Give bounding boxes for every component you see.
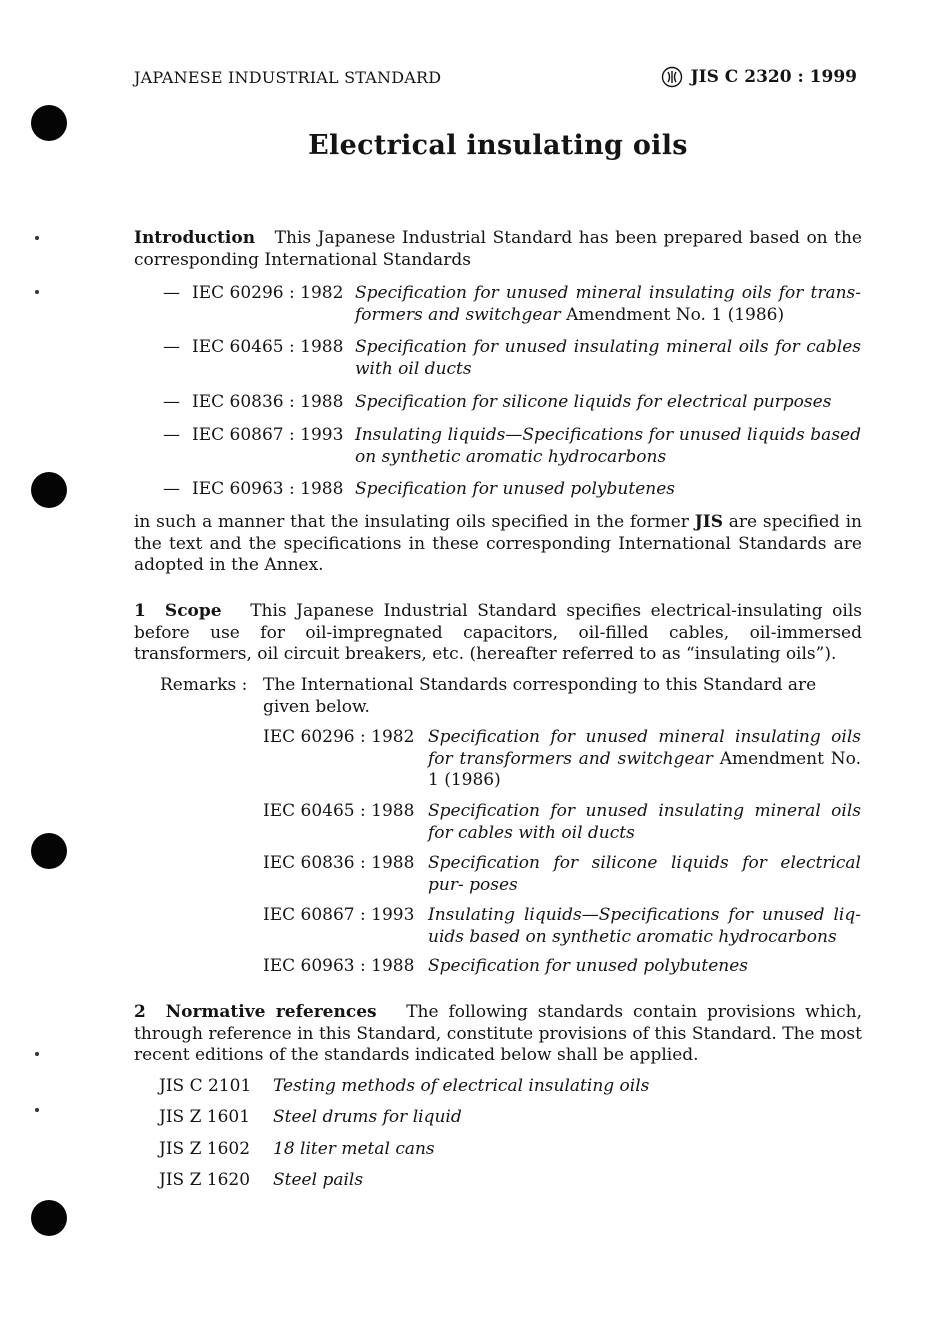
reference-row xyxy=(163,337,863,381)
reference-amendment: Amendment No. 1 (1986) xyxy=(566,304,785,325)
reference-code: IEC 60296 : 1982 xyxy=(263,727,415,747)
scan-speck xyxy=(35,1052,39,1056)
introduction-text: This Japanese Industrial Standard has been prepared based on the corresponding International Standards xyxy=(134,228,862,270)
reference-code: IEC 60836 : 1988 xyxy=(263,853,415,873)
header-standard-label: JAPANESE INDUSTRIAL STANDARD xyxy=(134,68,442,87)
reference-title xyxy=(355,392,861,414)
normative-title: Steel pails xyxy=(273,1170,364,1190)
normative-heading: Normative references xyxy=(165,1002,377,1022)
reference-title xyxy=(355,337,861,380)
reference-code: IEC 60465 : 1988 xyxy=(263,801,415,821)
reference-title-text: Insulating liquids—Specifications for unused liquids based on synthetic aromatic hydrocarbons xyxy=(355,425,861,467)
reference-code: IEC 60963 : 1988 xyxy=(192,479,344,499)
reference-code: IEC 60465 : 1988 xyxy=(192,337,344,357)
reference-title-text: Specification for unused polybutenes xyxy=(355,479,675,499)
reference-code: IEC 60867 : 1993 xyxy=(192,425,344,445)
binder-hole xyxy=(31,833,67,869)
reference-dash: — xyxy=(163,425,180,445)
reference-title-text: Specification for unused insulating mineral oils for cables with oil ducts xyxy=(355,337,861,379)
introduction-paragraph xyxy=(134,228,862,271)
binder-hole xyxy=(31,472,67,508)
normative-reference-row xyxy=(159,1170,759,1194)
normative-title: Steel drums for liquid xyxy=(273,1107,462,1127)
reference-title-text: Specification for silicone liquids for electrical pur- poses xyxy=(428,853,861,895)
reference-title xyxy=(355,479,861,501)
reference-code: IEC 60296 : 1982 xyxy=(192,283,344,303)
normative-paragraph xyxy=(134,1002,862,1067)
closing-text-pre: in such a manner that the insulating oils specified in the former xyxy=(134,512,689,532)
introduction-heading: Introduction xyxy=(134,228,256,248)
header-standard-number xyxy=(661,66,857,88)
reference-dash: — xyxy=(163,392,180,412)
reference-row xyxy=(263,727,863,791)
reference-title xyxy=(428,956,861,978)
reference-title xyxy=(428,801,861,844)
closing-text-post: are specified in the text and the specifications in these corresponding International Standards are adopted in the Annex. xyxy=(134,512,862,575)
reference-title xyxy=(428,853,861,896)
normative-reference-row xyxy=(159,1139,759,1163)
normative-title: 18 liter metal cans xyxy=(273,1139,435,1159)
normative-reference-row xyxy=(159,1107,759,1131)
scan-speck xyxy=(35,236,39,240)
reference-title-text: Specification for unused mineral insulating oils for trans- formers and switchgear xyxy=(355,283,861,325)
page-title: Electrical insulating oils xyxy=(308,130,688,161)
reference-title xyxy=(428,905,861,948)
reference-code: IEC 60867 : 1993 xyxy=(263,905,415,925)
jis-mark-icon xyxy=(661,66,683,88)
closing-jis: JIS xyxy=(694,512,723,532)
reference-title-text: Specification for unused polybutenes xyxy=(428,956,748,976)
scope-number: 1 xyxy=(134,601,146,621)
scan-speck xyxy=(35,1108,39,1112)
reference-title xyxy=(355,283,861,326)
reference-title-text: Specification for unused mineral insulating oils for transformers and switchgear xyxy=(428,727,861,769)
remarks-text: The International Standards corresponding to this Standard are given below. xyxy=(263,675,817,717)
reference-code: IEC 60836 : 1988 xyxy=(192,392,344,412)
binder-hole xyxy=(31,1200,67,1236)
normative-code: JIS Z 1601 xyxy=(159,1107,251,1127)
normative-code: JIS Z 1620 xyxy=(159,1170,251,1190)
scope-text: This Japanese Industrial Standard specifies electrical-insulating oils before use for oil-impregnated capacitors, oil-filled cables, oil-immersed transformers, oil circuit breakers, etc. (hereafter referred to as “insulating oils”). xyxy=(134,601,863,664)
reference-row xyxy=(163,283,863,327)
reference-code: IEC 60963 : 1988 xyxy=(263,956,415,976)
normative-code: JIS Z 1602 xyxy=(159,1139,251,1159)
normative-number: 2 xyxy=(134,1002,146,1022)
reference-title-text: Insulating liquids—Specifications for unused liq- uids based on synthetic aromatic hydrocarbons xyxy=(428,905,861,947)
scope-paragraph xyxy=(134,601,862,666)
reference-title-text: Specification for silicone liquids for electrical purposes xyxy=(355,392,832,412)
normative-text: The following standards contain provisions which, through reference in this Standard, constitute provisions of this Standard. The most recent editions of the standards indicated below shall be applied. xyxy=(134,1002,862,1065)
reference-row xyxy=(163,425,863,469)
normative-reference-row xyxy=(159,1076,759,1100)
remarks-label: Remarks : xyxy=(160,675,248,695)
introduction-closing xyxy=(134,512,862,577)
normative-title: Testing methods of electrical insulating oils xyxy=(273,1076,650,1096)
reference-title xyxy=(355,425,861,468)
reference-dash: — xyxy=(163,479,180,499)
reference-title-text: Specification for unused insulating mineral oils for cables with oil ducts xyxy=(428,801,861,843)
reference-dash: — xyxy=(163,337,180,357)
scan-speck xyxy=(35,290,39,294)
reference-title xyxy=(428,727,861,792)
reference-dash: — xyxy=(163,283,180,303)
normative-code: JIS C 2101 xyxy=(159,1076,252,1096)
standard-number: JIS C 2320 : 1999 xyxy=(690,67,857,87)
reference-amendment: Amendment No. 1 (1986) xyxy=(428,748,862,790)
scope-heading: Scope xyxy=(164,601,222,621)
